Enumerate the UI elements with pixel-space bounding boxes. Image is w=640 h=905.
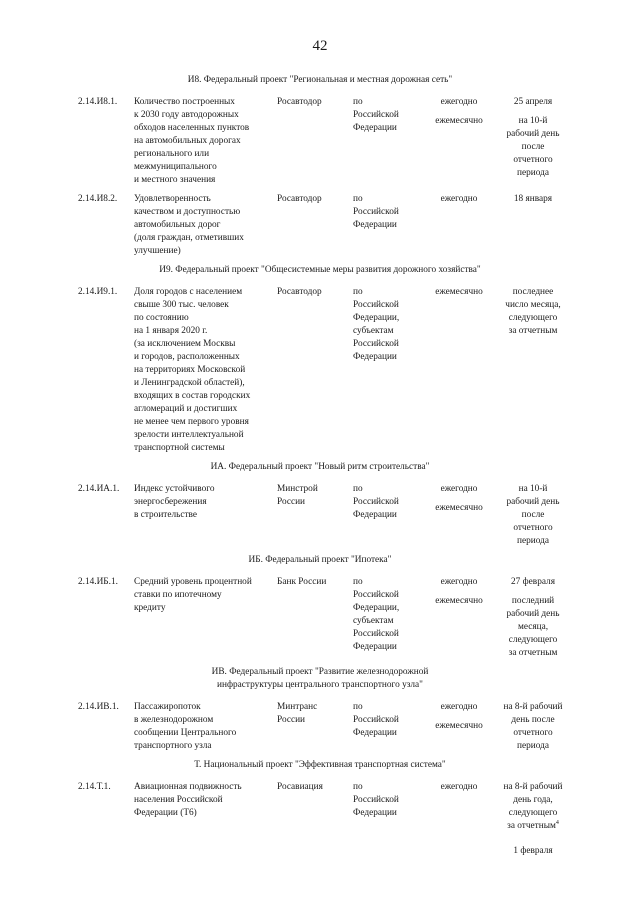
deadline-group (492, 286, 574, 338)
reporting-frequency (427, 193, 491, 206)
territory-line: Федерации, (353, 603, 400, 613)
responsible-line: Росавтодор (277, 194, 322, 204)
indicator-name-line: Средний уровень процентной (134, 577, 252, 587)
territory-line: Федерации (353, 728, 397, 738)
indicator-name (134, 701, 274, 753)
deadline-group (492, 595, 574, 660)
frequency-value: ежемесячно (435, 721, 483, 731)
indicator-name-line: Доля городов с населением (134, 287, 243, 297)
indicator-name (134, 193, 274, 258)
indicator-name-line: Пассажиропоток (134, 702, 201, 712)
frequency-value: ежемесячно (435, 287, 483, 297)
deadline-line: месяца, (517, 622, 549, 632)
indicator-name-line: по состоянию (134, 313, 189, 323)
table-row (0, 576, 640, 660)
indicator-name-line: качеством и доступностью (134, 207, 241, 217)
indicator-code: 2.14.Т.1. (78, 782, 111, 792)
indicator-name-line: Количество построенных (134, 97, 235, 107)
indicator-name-line: населения Российской (134, 795, 223, 805)
table-row (0, 193, 640, 258)
deadline-line: на 10-й (518, 116, 548, 126)
table-row (0, 781, 640, 833)
territory-line: Федерации (353, 642, 397, 652)
indicator-name-line: агломераций и достигших (134, 404, 238, 414)
indicator-code: 2.14.И9.1. (78, 287, 118, 297)
indicator-name-line: зрелости интеллектуальной (134, 430, 244, 440)
territory-line: по (353, 577, 363, 587)
indicator-name-line: автомобильных дорог (134, 220, 221, 230)
deadline-line: отчетного (513, 523, 553, 533)
territory-line: Российской (353, 795, 399, 805)
table-row (0, 96, 640, 187)
section-title (0, 461, 640, 474)
territory-line: Федерации (353, 352, 397, 362)
reporting-frequency (427, 96, 491, 128)
territory-line: по (353, 194, 363, 204)
indicator-name-line: Индекс устойчивого (134, 484, 215, 494)
reporting-deadline (492, 701, 574, 753)
territory-line: Федерации (353, 808, 397, 818)
territory-line: по (353, 702, 363, 712)
responsible-line: Росавтодор (277, 287, 322, 297)
section-title-line: ИБ. Федеральный проект "Ипотека" (248, 555, 392, 565)
deadline-line: 27 февраля (511, 577, 555, 587)
section-title-line: Т. Национальный проект "Эффективная транспортная система" (194, 760, 446, 770)
indicator-name-line: Авиационная подвижность (134, 782, 242, 792)
indicator-name-line: регионального или (134, 149, 210, 159)
frequency-value: ежегодно (440, 782, 478, 792)
section-title (0, 759, 640, 772)
territory-line: Российской (353, 715, 399, 725)
territory-line: Федерации (353, 510, 397, 520)
section-title (0, 264, 640, 277)
indicator-name-line: и местного значения (134, 175, 216, 185)
deadline-group (492, 483, 574, 548)
indicator-name-line: в железнодорожном (134, 715, 214, 725)
reporting-deadline (492, 576, 574, 660)
reporting-deadline (492, 193, 574, 206)
indicator-name-line: сообщении Центрального (134, 728, 237, 738)
trailing-deadline: 1 февраля (513, 846, 553, 856)
indicator-name-line: ставки по ипотечному (134, 590, 222, 600)
responsible-agency (277, 576, 347, 589)
indicator-name-line: и городов, расположенных (134, 352, 240, 362)
deadline-line: 25 апреля (513, 97, 553, 107)
frequency-value: ежемесячно (435, 596, 483, 606)
deadline-line: день после (511, 715, 555, 725)
section-title-line: И8. Федеральный проект "Региональная и местная дорожная сеть" (187, 75, 453, 85)
deadline-line: день года, (513, 795, 553, 805)
indicator-name-line: входящих в состав городских (134, 391, 251, 401)
deadline-group (492, 576, 574, 589)
territory-level (353, 483, 423, 522)
territory-line: Федерации (353, 220, 397, 230)
deadline-line: на 8-й рабочий (503, 782, 563, 792)
indicator-name-line: не менее чем первого уровня (134, 417, 249, 427)
indicator-name-line: Федерации (Т6) (134, 808, 197, 818)
responsible-line: России (277, 715, 306, 725)
reporting-frequency (427, 576, 491, 608)
reporting-frequency (427, 781, 491, 794)
territory-line: субъектам (353, 616, 394, 626)
section-title-line: ИВ. Федеральный проект "Развитие железнодорожной (211, 667, 429, 677)
indicator-name-line: и Ленинградской областей), (134, 378, 245, 388)
indicator-code: 2.14.ИА.1. (78, 484, 120, 494)
indicator-name (134, 286, 274, 455)
responsible-line: Росавиация (277, 782, 323, 792)
indicator-name-line: на территориях Московской (134, 365, 246, 375)
indicator-name-line: к 2030 году автодорожных (134, 110, 239, 120)
frequency-value: ежегодно (440, 484, 478, 494)
responsible-line: России (277, 497, 306, 507)
territory-line: Федерации, (353, 313, 400, 323)
indicator-name-line: на автомобильных дорогах (134, 136, 241, 146)
territory-level (353, 781, 423, 820)
responsible-line: Банк России (277, 577, 327, 587)
indicator-name-line: межмуниципального (134, 162, 217, 172)
table-row (0, 286, 640, 455)
indicator-code: 2.14.ИБ.1. (78, 577, 118, 587)
deadline-group (492, 781, 574, 833)
reporting-frequency (427, 483, 491, 515)
responsible-agency (277, 701, 347, 727)
indicator-name (134, 576, 274, 615)
territory-line: по (353, 782, 363, 792)
deadline-line: периода (517, 168, 549, 178)
deadline-line: отчетного (513, 155, 553, 165)
deadline-line: за отчетным (508, 648, 558, 658)
indicator-name-line: (за исключением Москвы (134, 339, 236, 349)
deadline-line: число месяца, (505, 300, 561, 310)
indicator-code: 2.14.ИВ.1. (78, 702, 119, 712)
deadline-line: после (521, 142, 545, 152)
deadline-line: рабочий день (506, 497, 560, 507)
indicator-name (134, 781, 274, 820)
responsible-agency (277, 193, 347, 206)
reporting-deadline (492, 286, 574, 338)
territory-line: Российской (353, 590, 399, 600)
section-title (0, 554, 640, 567)
reporting-deadline (492, 781, 574, 833)
table-row (0, 701, 640, 753)
deadline-line: после (521, 510, 545, 520)
territory-line: Российской (353, 497, 399, 507)
indicator-name (134, 96, 274, 187)
deadline-line: рабочий день (506, 609, 560, 619)
frequency-value: ежемесячно (435, 503, 483, 513)
deadline-line (492, 820, 574, 833)
responsible-line: Минтранс (277, 702, 318, 712)
reporting-frequency (427, 286, 491, 299)
reporting-deadline (492, 96, 574, 180)
responsible-agency (277, 781, 347, 794)
indicator-name-line: Удовлетворенность (134, 194, 211, 204)
table-row (0, 483, 640, 548)
section-title (0, 74, 640, 87)
responsible-agency (277, 96, 347, 109)
footnote-mark: 4 (555, 820, 559, 826)
indicator-name-line: кредиту (134, 603, 166, 613)
indicator-name-line: улучшение) (134, 246, 181, 256)
indicator-table (0, 72, 640, 856)
territory-line: Федерации (353, 123, 397, 133)
deadline-line: периода (517, 536, 549, 546)
indicator-name-line: энергосбережения (134, 497, 207, 507)
section-title-line: инфраструктуры центрального транспортного узла" (217, 680, 423, 690)
deadline-line: отчетного (513, 728, 553, 738)
frequency-value: ежегодно (440, 702, 478, 712)
deadline-line: последнее (512, 287, 554, 297)
responsible-line: Росавтодор (277, 97, 322, 107)
territory-line: Российской (353, 339, 399, 349)
section-title-line: ИА. Федеральный проект "Новый ритм строительства" (210, 462, 430, 472)
deadline-line: рабочий день (506, 129, 560, 139)
deadline-line: 18 января (513, 194, 553, 204)
responsible-agency (277, 483, 347, 509)
frequency-value: ежегодно (440, 194, 478, 204)
deadline-group (492, 193, 574, 206)
reporting-deadline (492, 483, 574, 548)
deadline-line: следующего (508, 635, 558, 645)
indicator-name-line: транспортной системы (134, 443, 225, 453)
territory-level (353, 96, 423, 135)
deadline-line: на 10-й (518, 484, 548, 494)
indicator-name-line: на 1 января 2020 г. (134, 326, 208, 336)
deadline-line: следующего (508, 313, 558, 323)
responsible-agency (277, 286, 347, 299)
territory-level (353, 286, 423, 364)
territory-level (353, 193, 423, 232)
territory-line: субъектам (353, 326, 394, 336)
deadline-group (492, 701, 574, 753)
territory-line: Российской (353, 207, 399, 217)
indicator-name-line: свыше 300 тыс. человек (134, 300, 229, 310)
indicator-code: 2.14.И8.2. (78, 194, 118, 204)
frequency-value: ежегодно (440, 577, 478, 587)
indicator-name (134, 483, 274, 522)
responsible-line: Минстрой (277, 484, 318, 494)
deadline-group (492, 115, 574, 180)
frequency-value: ежемесячно (435, 116, 483, 126)
indicator-code: 2.14.И8.1. (78, 97, 118, 107)
indicator-name-line: обходов населенных пунктов (134, 123, 250, 133)
territory-line: по (353, 287, 363, 297)
indicator-name-line: транспортного узла (134, 741, 212, 751)
reporting-frequency (427, 701, 491, 733)
territory-line: по (353, 484, 363, 494)
deadline-group (492, 96, 574, 109)
section-title-line: И9. Федеральный проект "Общесистемные меры развития дорожного хозяйства" (159, 265, 481, 275)
deadline-line: за отчетным (508, 326, 558, 336)
deadline-line: следующего (508, 808, 558, 818)
indicator-name-line: (доля граждан, отметивших (134, 233, 244, 243)
frequency-value: ежегодно (440, 97, 478, 107)
territory-line: по (353, 97, 363, 107)
territory-level (353, 701, 423, 740)
deadline-line: последний (511, 596, 555, 606)
deadline-line: периода (517, 741, 549, 751)
page-number: 42 (312, 38, 328, 54)
section-title (0, 666, 640, 692)
territory-level (353, 576, 423, 654)
indicator-name-line: в строительстве (134, 510, 198, 520)
deadline-line: на 8-й рабочий (503, 702, 563, 712)
territory-line: Российской (353, 110, 399, 120)
deadline-line-text: за отчетным (507, 821, 556, 831)
territory-line: Российской (353, 300, 399, 310)
territory-line: Российской (353, 629, 399, 639)
